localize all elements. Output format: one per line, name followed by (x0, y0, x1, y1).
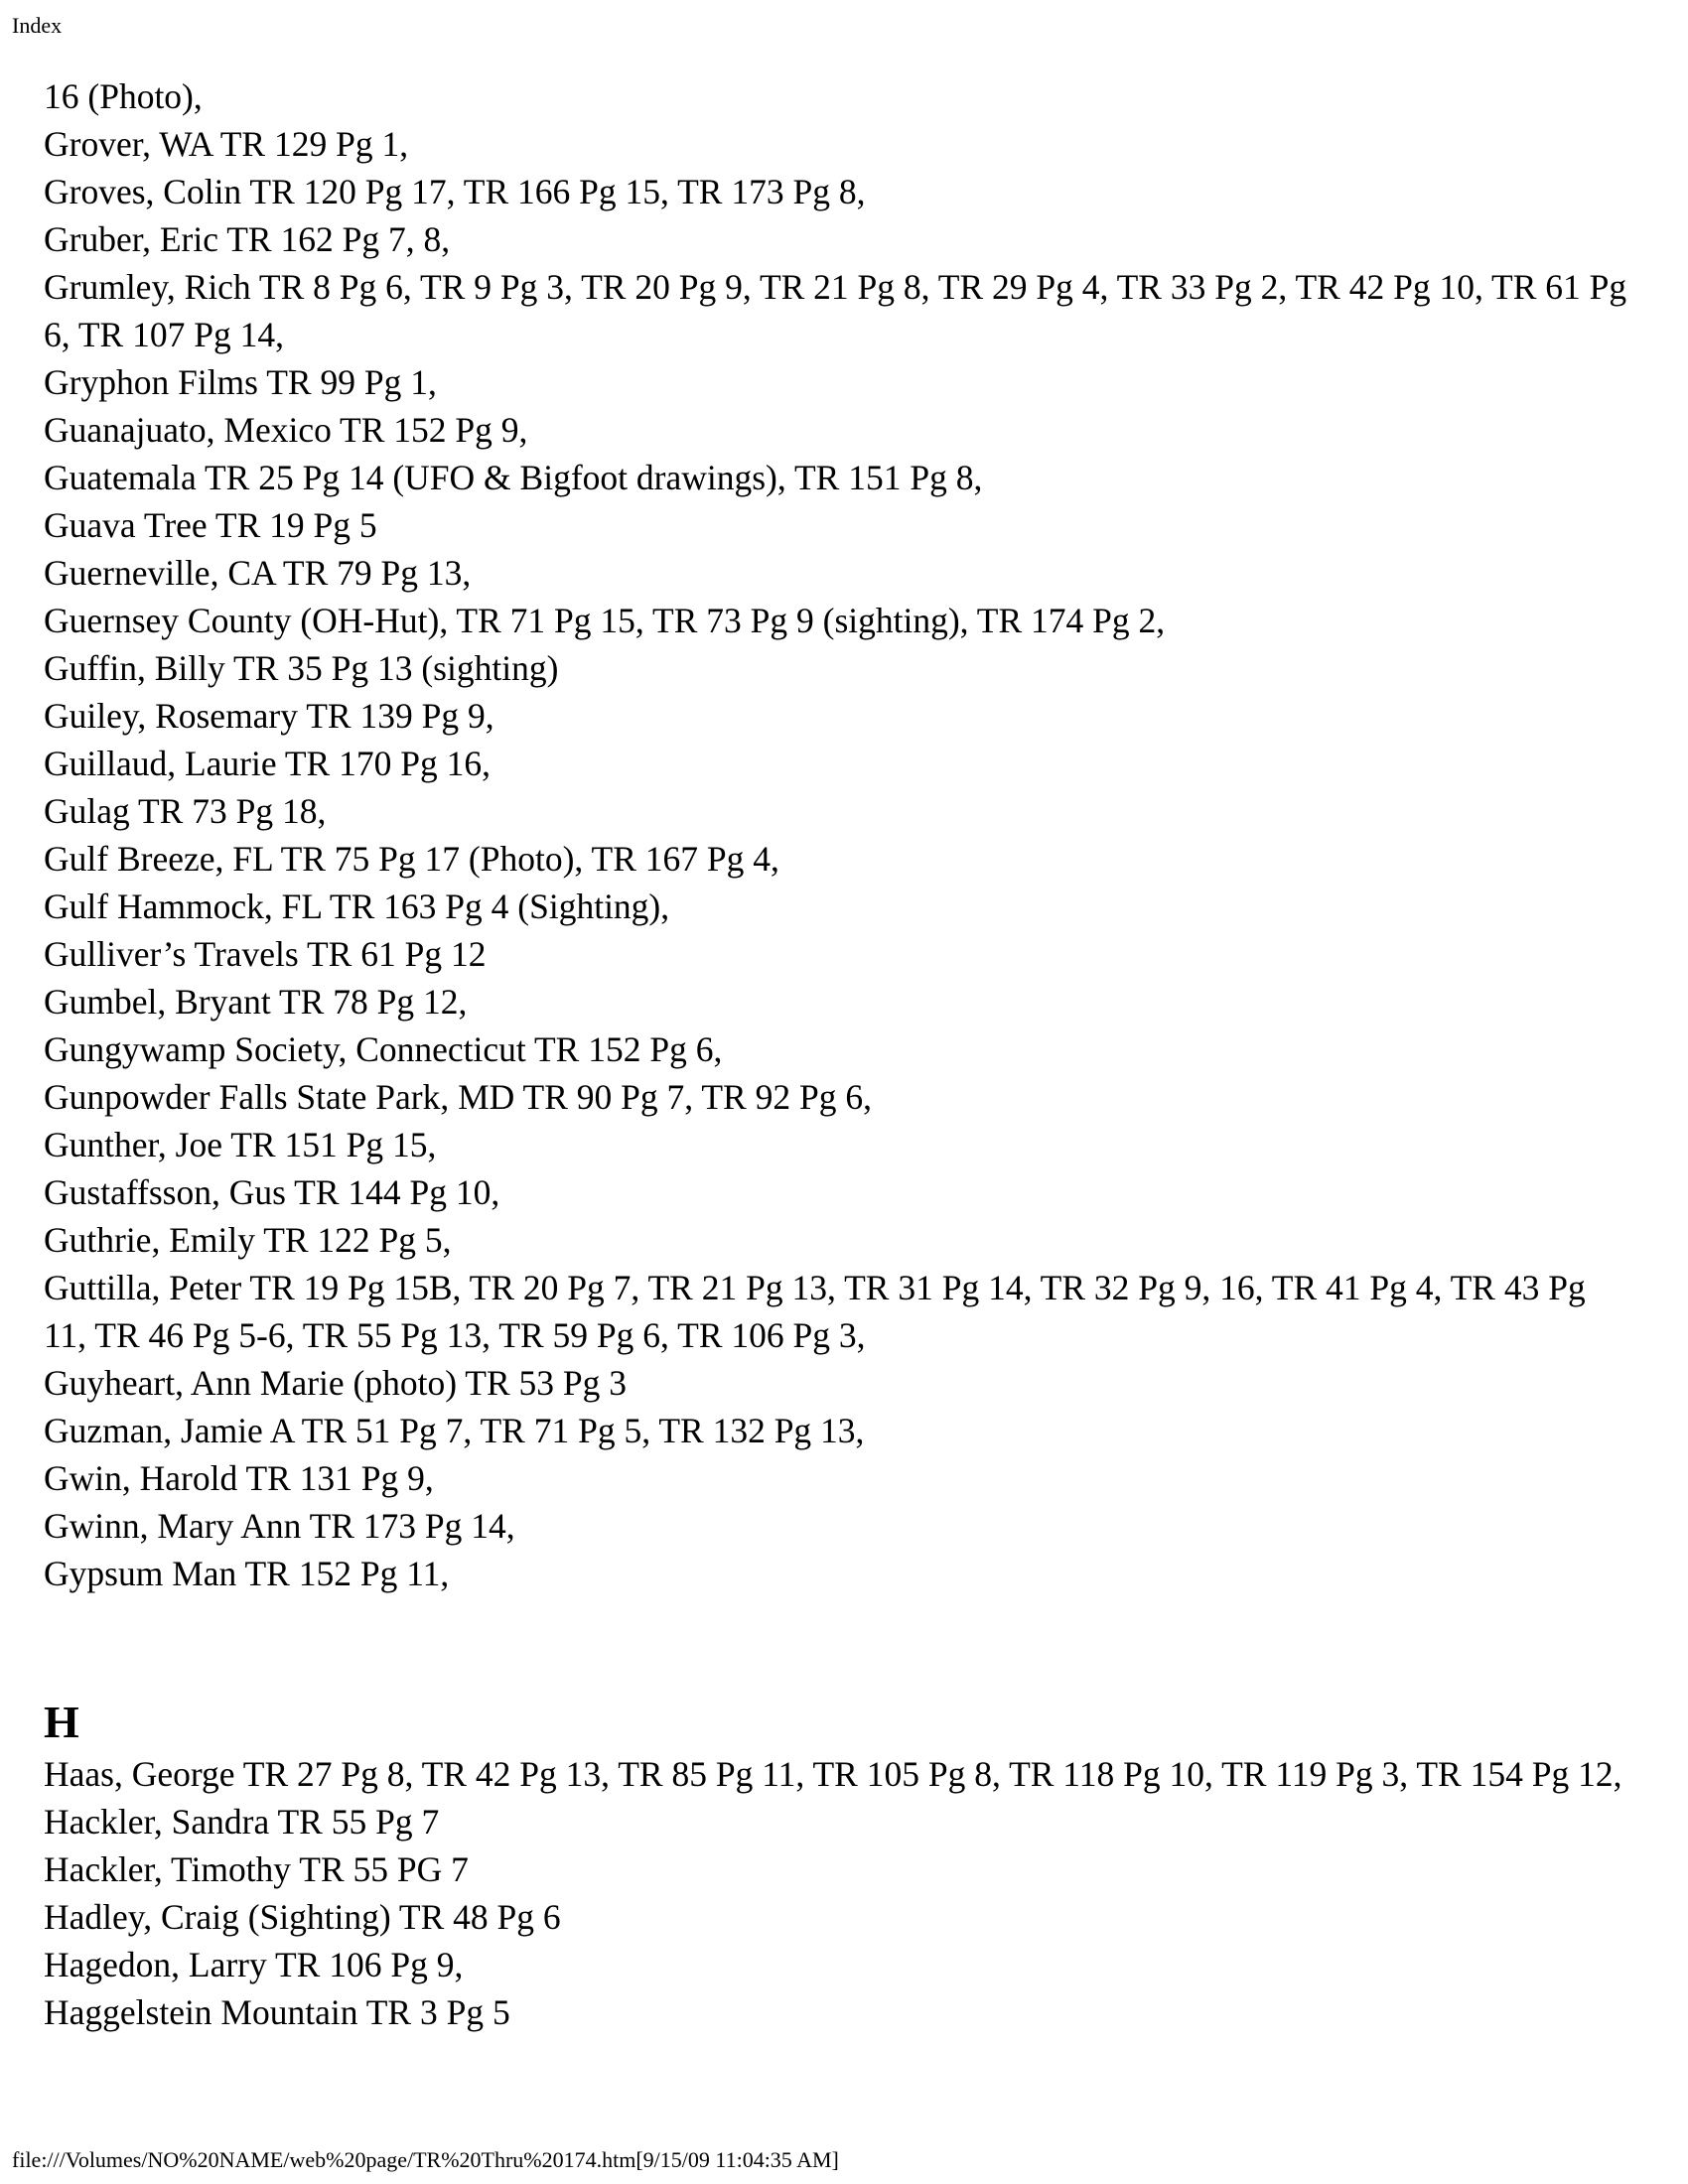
index-entry: Guernsey County (OH-Hut), TR 71 Pg 15, TR 73 Pg 9 (sighting), TR 174 Pg 2, (44, 601, 1166, 640)
index-entry: Gryphon Films TR 99 Pg 1, (44, 362, 437, 402)
index-entry: Groves, Colin TR 120 Pg 17, TR 166 Pg 15, TR 173 Pg 8, (44, 172, 866, 211)
index-content (44, 72, 1632, 2036)
index-entry: Gulf Hammock, FL TR 163 Pg 4 (Sighting), (44, 887, 670, 926)
index-entry: Gumbel, Bryant TR 78 Pg 12, (44, 982, 468, 1022)
index-entry: Guzman, Jamie A TR 51 Pg 7, TR 71 Pg 5, TR 132 Pg 13, (44, 1411, 865, 1450)
section-heading-h: H (44, 1697, 79, 1747)
index-entry: Hadley, Craig (Sighting) TR 48 Pg 6 (44, 1897, 561, 1937)
page-footer-url: file:///Volumes/NO%20NAME/web%20page/TR%20Thru%20174.htm[9/15/09 11:04:35 AM] (12, 2147, 839, 2172)
index-entry: Hagedon, Larry TR 106 Pg 9, (44, 1945, 464, 1984)
index-entry: Hackler, Sandra TR 55 Pg 7 (44, 1802, 440, 1842)
index-entry: Haas, George TR 27 Pg 8, TR 42 Pg 13, TR 85 Pg 11, TR 105 Pg 8, TR 118 Pg 10, TR 119 Pg 3, TR 154 Pg 12, (44, 1754, 1622, 1794)
section-h-list (44, 1750, 1632, 2036)
index-entry: Gruber, Eric TR 162 Pg 7, 8, (44, 219, 451, 259)
index-entry: Guerneville, CA TR 79 Pg 13, (44, 553, 472, 593)
index-entry: Gulf Breeze, FL TR 75 Pg 17 (Photo), TR 167 Pg 4, (44, 839, 779, 879)
index-entry: Gulliver’s Travels TR 61 Pg 12 (44, 934, 487, 974)
index-entry: Gustaffsson, Gus TR 144 Pg 10, (44, 1172, 500, 1212)
index-entry: Gungywamp Society, Connecticut TR 152 Pg 6, (44, 1029, 723, 1069)
index-entry: Guillaud, Laurie TR 170 Pg 16, (44, 744, 491, 783)
index-entry: Gulag TR 73 Pg 18, (44, 791, 327, 831)
index-entry: Gypsum Man TR 152 Pg 11, (44, 1554, 450, 1593)
section-g-list (44, 72, 1632, 1597)
index-entry: Gwin, Harold TR 131 Pg 9, (44, 1458, 434, 1498)
index-entry: 16 (Photo), (44, 76, 203, 116)
index-entry: Guiley, Rosemary TR 139 Pg 9, (44, 696, 494, 736)
index-entry: Gunther, Joe TR 151 Pg 15, (44, 1125, 437, 1164)
index-entry: Guyheart, Ann Marie (photo) TR 53 Pg 3 (44, 1363, 627, 1403)
index-entry: Guffin, Billy TR 35 Pg 13 (sighting) (44, 648, 559, 688)
index-entry: Guatemala TR 25 Pg 14 (UFO & Bigfoot drawings), TR 151 Pg 8, (44, 458, 983, 497)
index-entry: Gunpowder Falls State Park, MD TR 90 Pg 7, TR 92 Pg 6, (44, 1077, 872, 1117)
index-entry: Grover, WA TR 129 Pg 1, (44, 124, 409, 164)
index-entry: Grumley, Rich TR 8 Pg 6, TR 9 Pg 3, TR 20 Pg 9, TR 21 Pg 8, TR 29 Pg 4, TR 33 Pg 2, TR 42 Pg 10, TR 61 Pg 6, TR 107 Pg 14, (44, 267, 1627, 354)
index-entry: Guava Tree TR 19 Pg 5 (44, 505, 377, 545)
index-entry: Guthrie, Emily TR 122 Pg 5, (44, 1220, 452, 1260)
index-entry: Haggelstein Mountain TR 3 Pg 5 (44, 1992, 510, 2032)
index-entry: Hackler, Timothy TR 55 PG 7 (44, 1849, 469, 1889)
page-header: Index (12, 13, 63, 38)
index-entry: Guttilla, Peter TR 19 Pg 15B, TR 20 Pg 7, TR 21 Pg 13, TR 31 Pg 14, TR 32 Pg 9, 16, TR 41 Pg 4, TR 43 Pg 11, TR 46 Pg 5-6, TR 55 Pg 13, TR 59 Pg 6, TR 106 Pg 3, (44, 1268, 1586, 1355)
index-entry: Gwinn, Mary Ann TR 173 Pg 14, (44, 1506, 515, 1546)
index-entry: Guanajuato, Mexico TR 152 Pg 9, (44, 410, 528, 450)
